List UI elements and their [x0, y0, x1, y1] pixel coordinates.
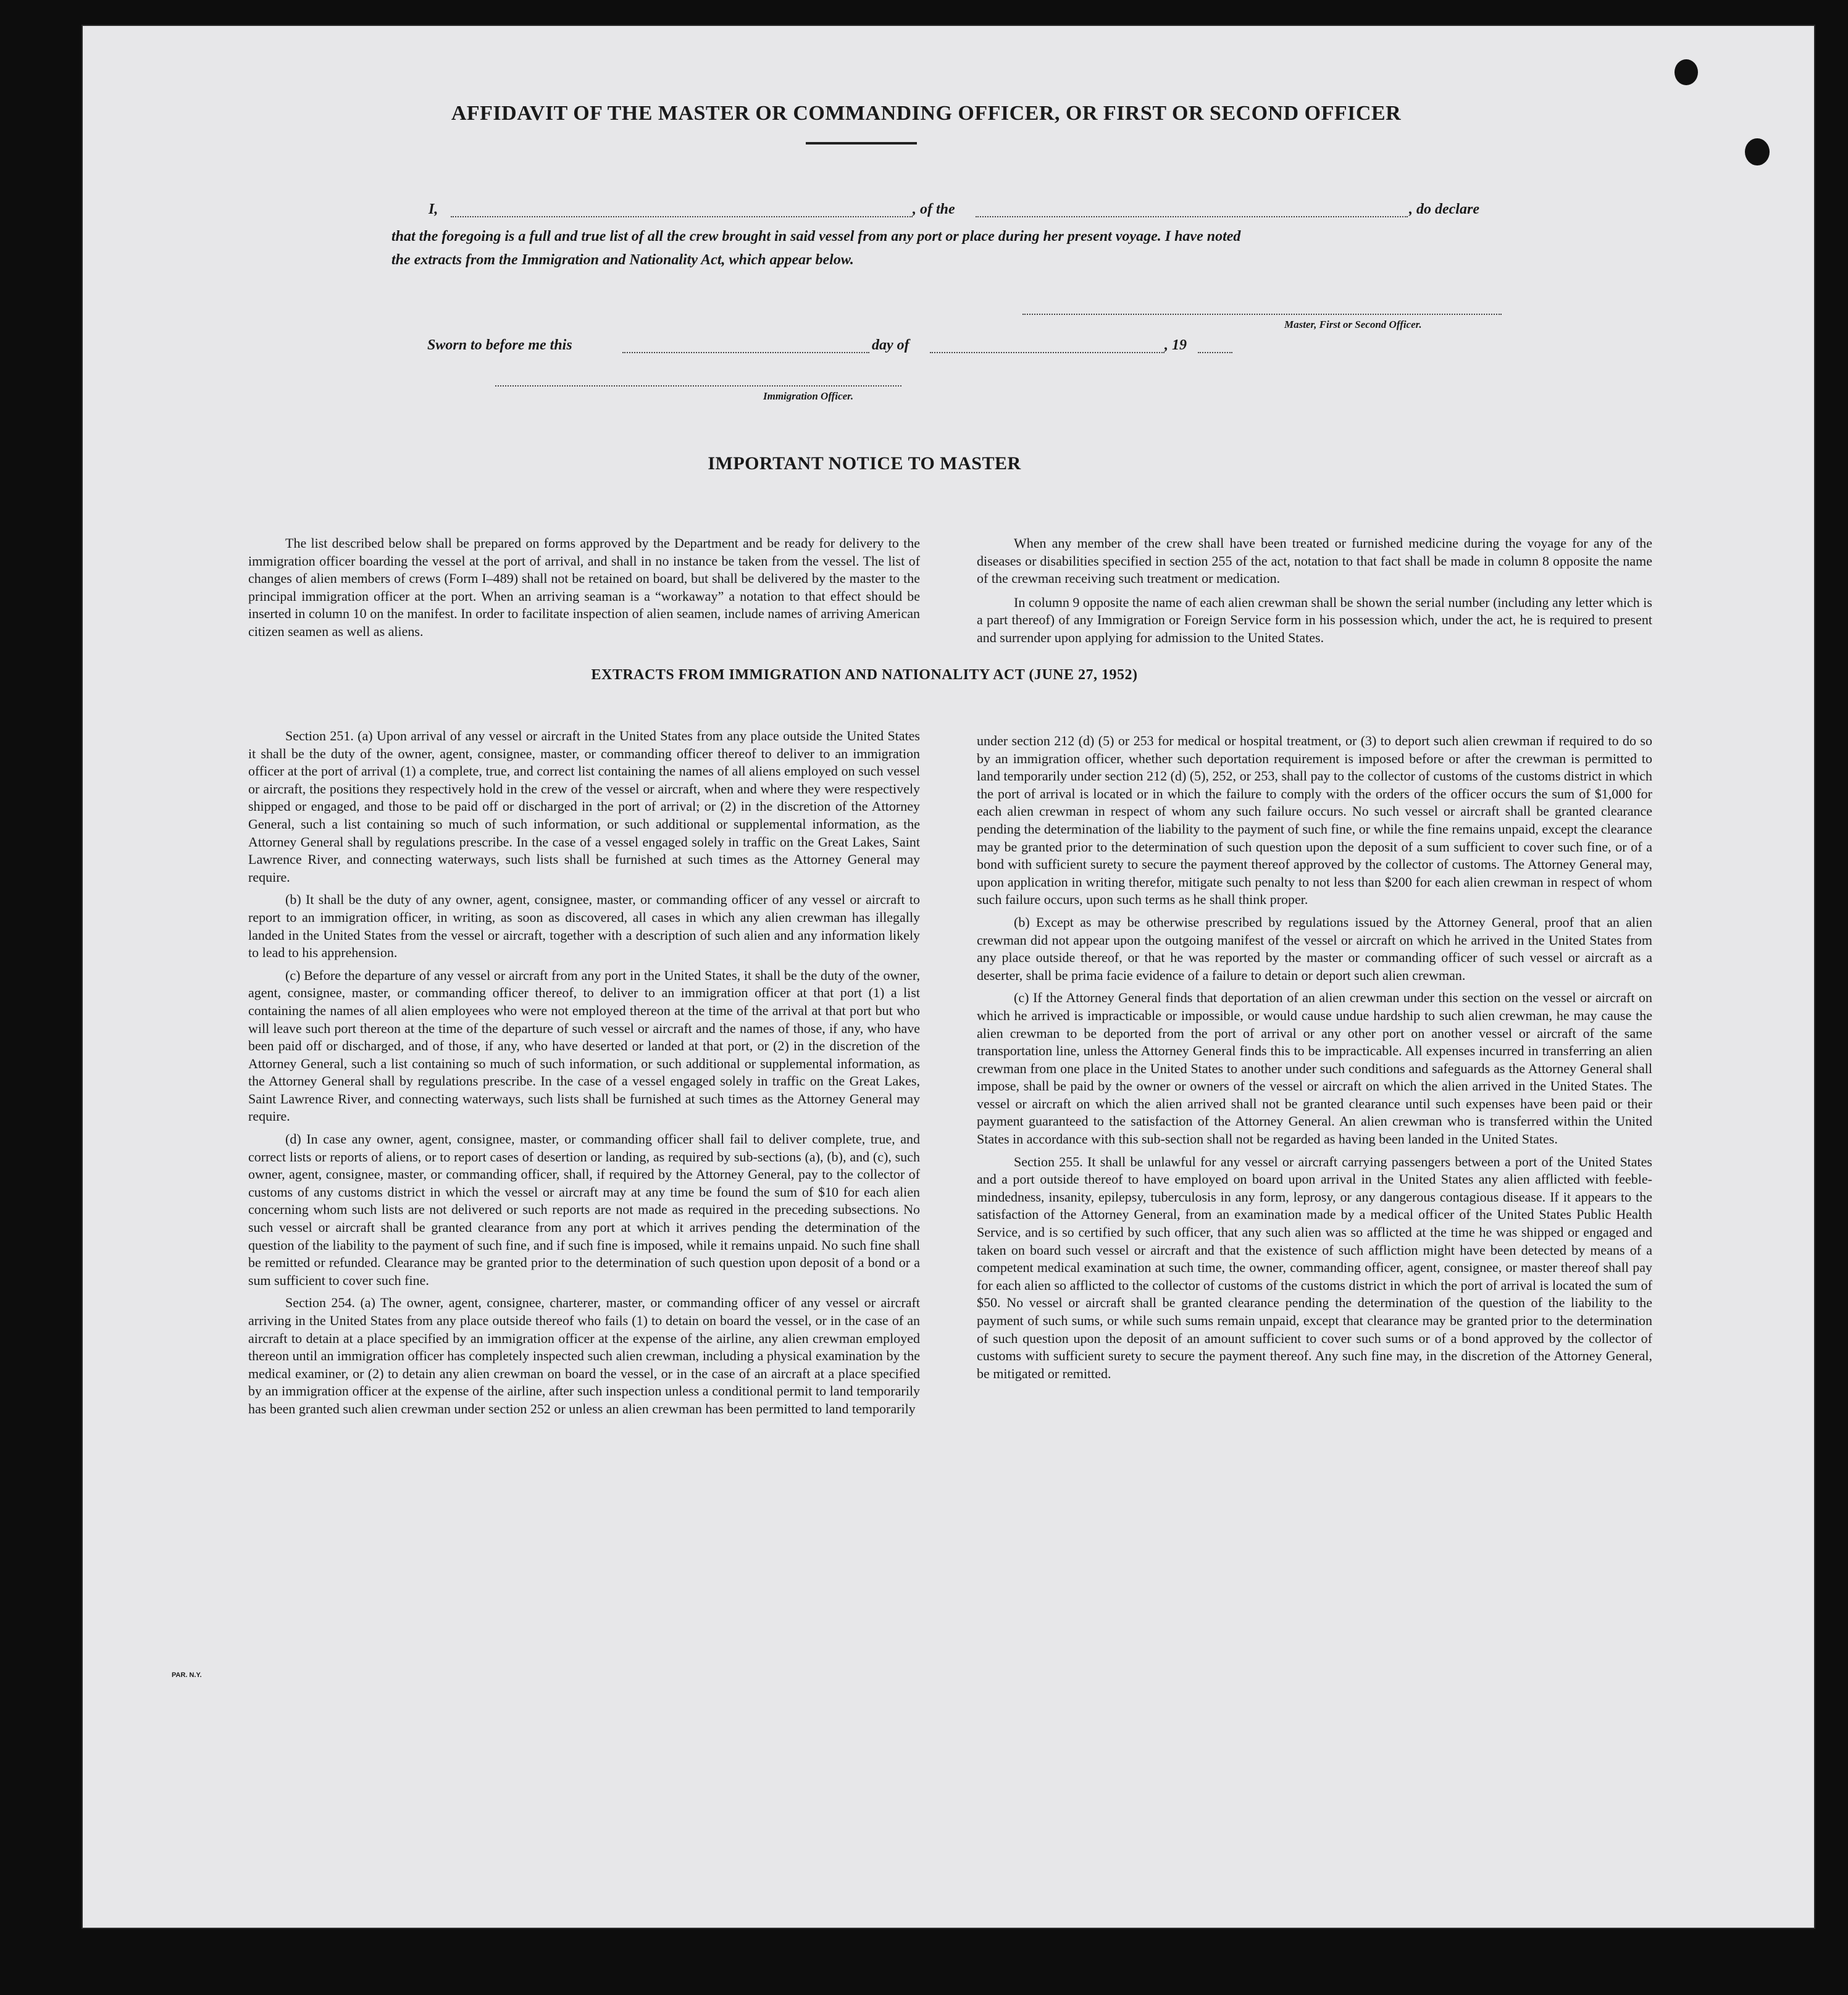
master-signature-line[interactable]: [1022, 314, 1502, 315]
notice-right-paragraph: In column 9 opposite the name of each alien crewman shall be shown the serial number (including any letter which is a part thereof) of any Immigration or Foreign Service form in his possession which, under the act, he is required to present and surrender upon applying for admission to the United States.: [977, 594, 1652, 645]
printer-mark: PAR. N.Y.: [172, 1671, 202, 1679]
section-251-c: (c) Before the departure of any vessel or aircraft from any port in the United States, it shall be the duty of the owner, agent, consignee, master, or commanding officer thereof, to deliver to an immigration officer at that port (1) a list containing the names of all alien employees who were not employed thereon at the time of the arrival at that port but who will leave such port thereon at the time of the departure of such vessel or aircraft and the names of those, if any, who have been paid off or discharged, and of those, if any, who have deserted or landed at that port, or (2) in the discretion of the Attorney General, such a list containing so much of such information, or such additional or supplemental information, as the Attorney General shall by regulations prescribe. In the case of a vessel engaged solely in traffic on the Great Lakes, Saint Lawrence River, and connecting waterways, such lists shall be furnished at such times as the Attorney General may require.: [248, 967, 920, 1124]
section-251-b: (b) It shall be the duty of any owner, agent, consignee, master, or commanding officer of any vessel or aircraft to report to an immigration officer, in writing, as soon as discovered, all cases in which any alien crewman has illegally landed in the United States from the vessel or aircraft, together with a description of such alien and any information likely to lead to his apprehension.: [248, 892, 920, 961]
title-underline: [806, 142, 917, 144]
extracts-heading: EXTRACTS FROM IMMIGRATION AND NATIONALITY ACT (JUNE 27, 1952): [591, 667, 1138, 683]
declaration-of-the: , of the: [913, 201, 955, 217]
punch-hole-mark: [1674, 59, 1698, 85]
extracts-right-column: [977, 732, 1652, 1387]
immigration-officer-signature-line[interactable]: [495, 385, 901, 387]
notice-heading: IMPORTANT NOTICE TO MASTER: [708, 453, 1021, 474]
section-254-c: (c) If the Attorney General finds that deportation of an alien crewman under this section on the vessel or aircraft on which he arrived is impracticable or impossible, or would cause undue hardship to such alien crewman, he may cause the alien crewman to be deported from the port of arrival or any other port on another vessel or aircraft of the same transportation line, unless the Attorney General finds this to be impracticable. All expenses incurred in transferring an alien crewman from one place in the United States to another under such conditions and safeguards as the Attorney General shall impose, shall be paid by the owner or owners of the vessel or aircraft on which the alien arrived in the United States. The vessel or aircraft on which the alien arrived shall not be granted clearance until such expenses have been paid or their payment guaranteed to the satisfaction of the Attorney General. An alien crewman who is transferred within the United States in accordance with this sub-section shall not be regarded as having been landed in the United States.: [977, 990, 1652, 1147]
sworn-text: Sworn to before me this: [427, 337, 572, 353]
declaration-i: I,: [429, 201, 438, 217]
section-251-d: (d) In case any owner, agent, consignee, master, or commanding officer shall fail to deliver complete, true, and correct lists or reports of aliens, or to report cases of desertion or landing, as required by sub-sections (a), (b), and (c), such owner, agent, consignee, master, or commanding officer, shall, if required by the Attorney General, pay to the collector of customs of any customs district in which the vessel or aircraft may at any time be found the sum of $10 for each alien concerning whom such lists are not delivered or such reports are not made as required in the preceding subsections. No such vessel or aircraft shall be granted clearance from any port at which it arrives pending the determination of the question of the liability to the payment of such fine, and if such fine is imposed, while it remains unpaid. No such fine shall be remitted or refunded. Clearance may be granted prior to the determination of such question upon deposit of a bond or a sum sufficient to cover such fine.: [248, 1131, 920, 1288]
sworn-day-field-line[interactable]: [622, 352, 869, 353]
declaration-do-declare: , do declare: [1409, 201, 1479, 217]
sworn-month-field-line[interactable]: [930, 352, 1164, 353]
notice-right-column: [977, 535, 1652, 652]
punch-hole-mark: [1745, 138, 1770, 165]
notice-left-paragraph: The list described below shall be prepared on forms approved by the Department and be ready for delivery to the immigration officer boarding the vessel at the port of arrival, and shall in no instance be taken from the vessel. The list of changes of alien members of crews (Form I–489) shall not be retained on board, but shall be delivered by the master to the principal immigration officer at the port. When an arriving seaman is a “workaway” a notation to that effect should be inserted in column 10 on the manifest. In order to facilitate inspection of alien seamen, include names of arriving American citizen seamen as well as aliens.: [248, 535, 920, 639]
immigration-officer-label: Immigration Officer.: [763, 390, 854, 402]
declaration-line-2: that the foregoing is a full and true list of all the crew brought in said vessel from any port or place during her present voyage. I have noted: [391, 228, 1241, 245]
section-254-a-continued: under section 212 (d) (5) or 253 for medical or hospital treatment, or (3) to deport such alien crewman if required to do so by an immigration officer, whether such deportation requirement is imposed before or after the crewman is permitted to land temporarily under section 212 (d) (5), 252, or 253, shall pay to the collector of customs of the customs district in which the port of arrival is located or in which the failure to comply with the orders of the officer occurs the sum of $1,000 for each alien crewman in respect of whom any such failure occurs. No such vessel or aircraft shall be granted clearance pending the determination of the liability to the payment of such fine, or while the fine remains unpaid, except the clearance may be granted prior to the determination of such question upon the deposit of a sum sufficient to cover such fine, or of a bond with sufficient surety to secure the payment thereof approved by the collector of customs. The Attorney General may, upon application in writing therefor, mitigate such penalty to not less than $200 for each alien crewman in respect of whom such failure occurs, upon such terms as he shall think proper.: [977, 733, 1652, 908]
section-255: Section 255. It shall be unlawful for any vessel or aircraft carrying passengers between a port of the United States and a port outside thereof to have employed on board upon arrival in the United States any alien afflicted with feeble-mindedness, insanity, epilepsy, tuberculosis in any form, leprosy, or any dangerous contagious disease. If it appears to the satisfaction of the Attorney General, from an examination made by a medical officer of the United States Public Health Service, and is so certified by such officer, that any such alien was so afflicted at the time he was shipped or engaged and taken on board such vessel or aircraft and that the existence of such affliction might have been detected by means of a competent medical examination at such time, the owner, commanding officer, agent, consignee, or master thereof shall pay for each alien so afflicted to the collector of customs of the customs district in which the port of arrival is located the sum of $50. No vessel or aircraft shall be granted clearance pending the determination of the question of the liability to the payment of such sums, or while such sums remain unpaid, except that clearance may be granted prior to the determination of such question upon the deposit of an amount sufficient to cover such sums or of a bond approved by the collector of customs with sufficient surety to secure the payment thereof. Any such fine may, in the discretion of the Attorney General, be mitigated or remitted.: [977, 1153, 1652, 1381]
extracts-left-column: [248, 727, 920, 1423]
sworn-year-field-line[interactable]: [1198, 352, 1232, 353]
name-field-line[interactable]: [451, 216, 913, 217]
section-251-a: Section 251. (a) Upon arrival of any vessel or aircraft in the United States from any place outside the United States it shall be the duty of the owner, agent, consignee, master, or commanding officer thereof to deliver to an immigration officer at the port of arrival (1) a complete, true, and correct list containing the names of all aliens employed on such vessel or aircraft, the positions they respectively hold in the crew of the vessel or aircraft, when and where they were respectively shipped or engaged, and those to be paid off or discharged in the port of arrival; or (2) in the discretion of the Attorney General, such a list containing so much of such information, or such additional or supplemental information, as the Attorney General shall by regulations prescribe. In the case of a vessel engaged solely in traffic on the Great Lakes, Saint Lawrence River, and connecting waterways, such lists shall be furnished at such times as the Attorney General may require.: [248, 728, 920, 885]
master-signature-label: Master, First or Second Officer.: [1284, 319, 1422, 330]
year-prefix-text: , 19: [1164, 337, 1187, 353]
notice-left-column: [248, 535, 920, 646]
day-of-text: day of: [872, 337, 909, 353]
affidavit-title: AFFIDAVIT OF THE MASTER OR COMMANDING OFFICER, OR FIRST OR SECOND OFFICER: [451, 102, 1402, 125]
section-254-a: Section 254. (a) The owner, agent, consignee, charterer, master, or commanding officer of any vessel or aircraft arriving in the United States from any place outside thereof who fails (1) to detain on board the vessel, or in the case of an aircraft to detain at a place specified by an immigration officer at the expense of the airline, any alien crewman employed thereon until an immigration officer has completely inspected such alien crewman, including a physical examination by the medical examiner, or (2) to detain any alien crewman on board the vessel, or in the case of an aircraft at a place specified by an immigration officer at the expense of the airline, after such inspection unless a conditional permit to land temporarily has been granted such alien crewman under section 252 or unless an alien crewman has been permitted to land temporarily: [248, 1295, 920, 1416]
notice-right-paragraph: When any member of the crew shall have been treated or furnished medicine during the voyage for any of the diseases or disabilities specified in section 255 of the act, notation to that fact shall be made in column 8 opposite the name of the crewman receiving such treatment or medication.: [977, 535, 1652, 587]
vessel-field-line[interactable]: [976, 216, 1408, 217]
section-254-b: (b) Except as may be otherwise prescribed by regulations issued by the Attorney General, proof that an alien crewman did not appear upon the outgoing manifest of the vessel or aircraft on which he arrived in the United States from any place outside thereof, or that he was reported by the master or commanding officer of such vessel or aircraft as a deserter, shall be prima facie evidence of a failure to detain or deport such alien crewman.: [977, 914, 1652, 983]
declaration-line-3: the extracts from the Immigration and Nationality Act, which appear below.: [391, 252, 854, 268]
